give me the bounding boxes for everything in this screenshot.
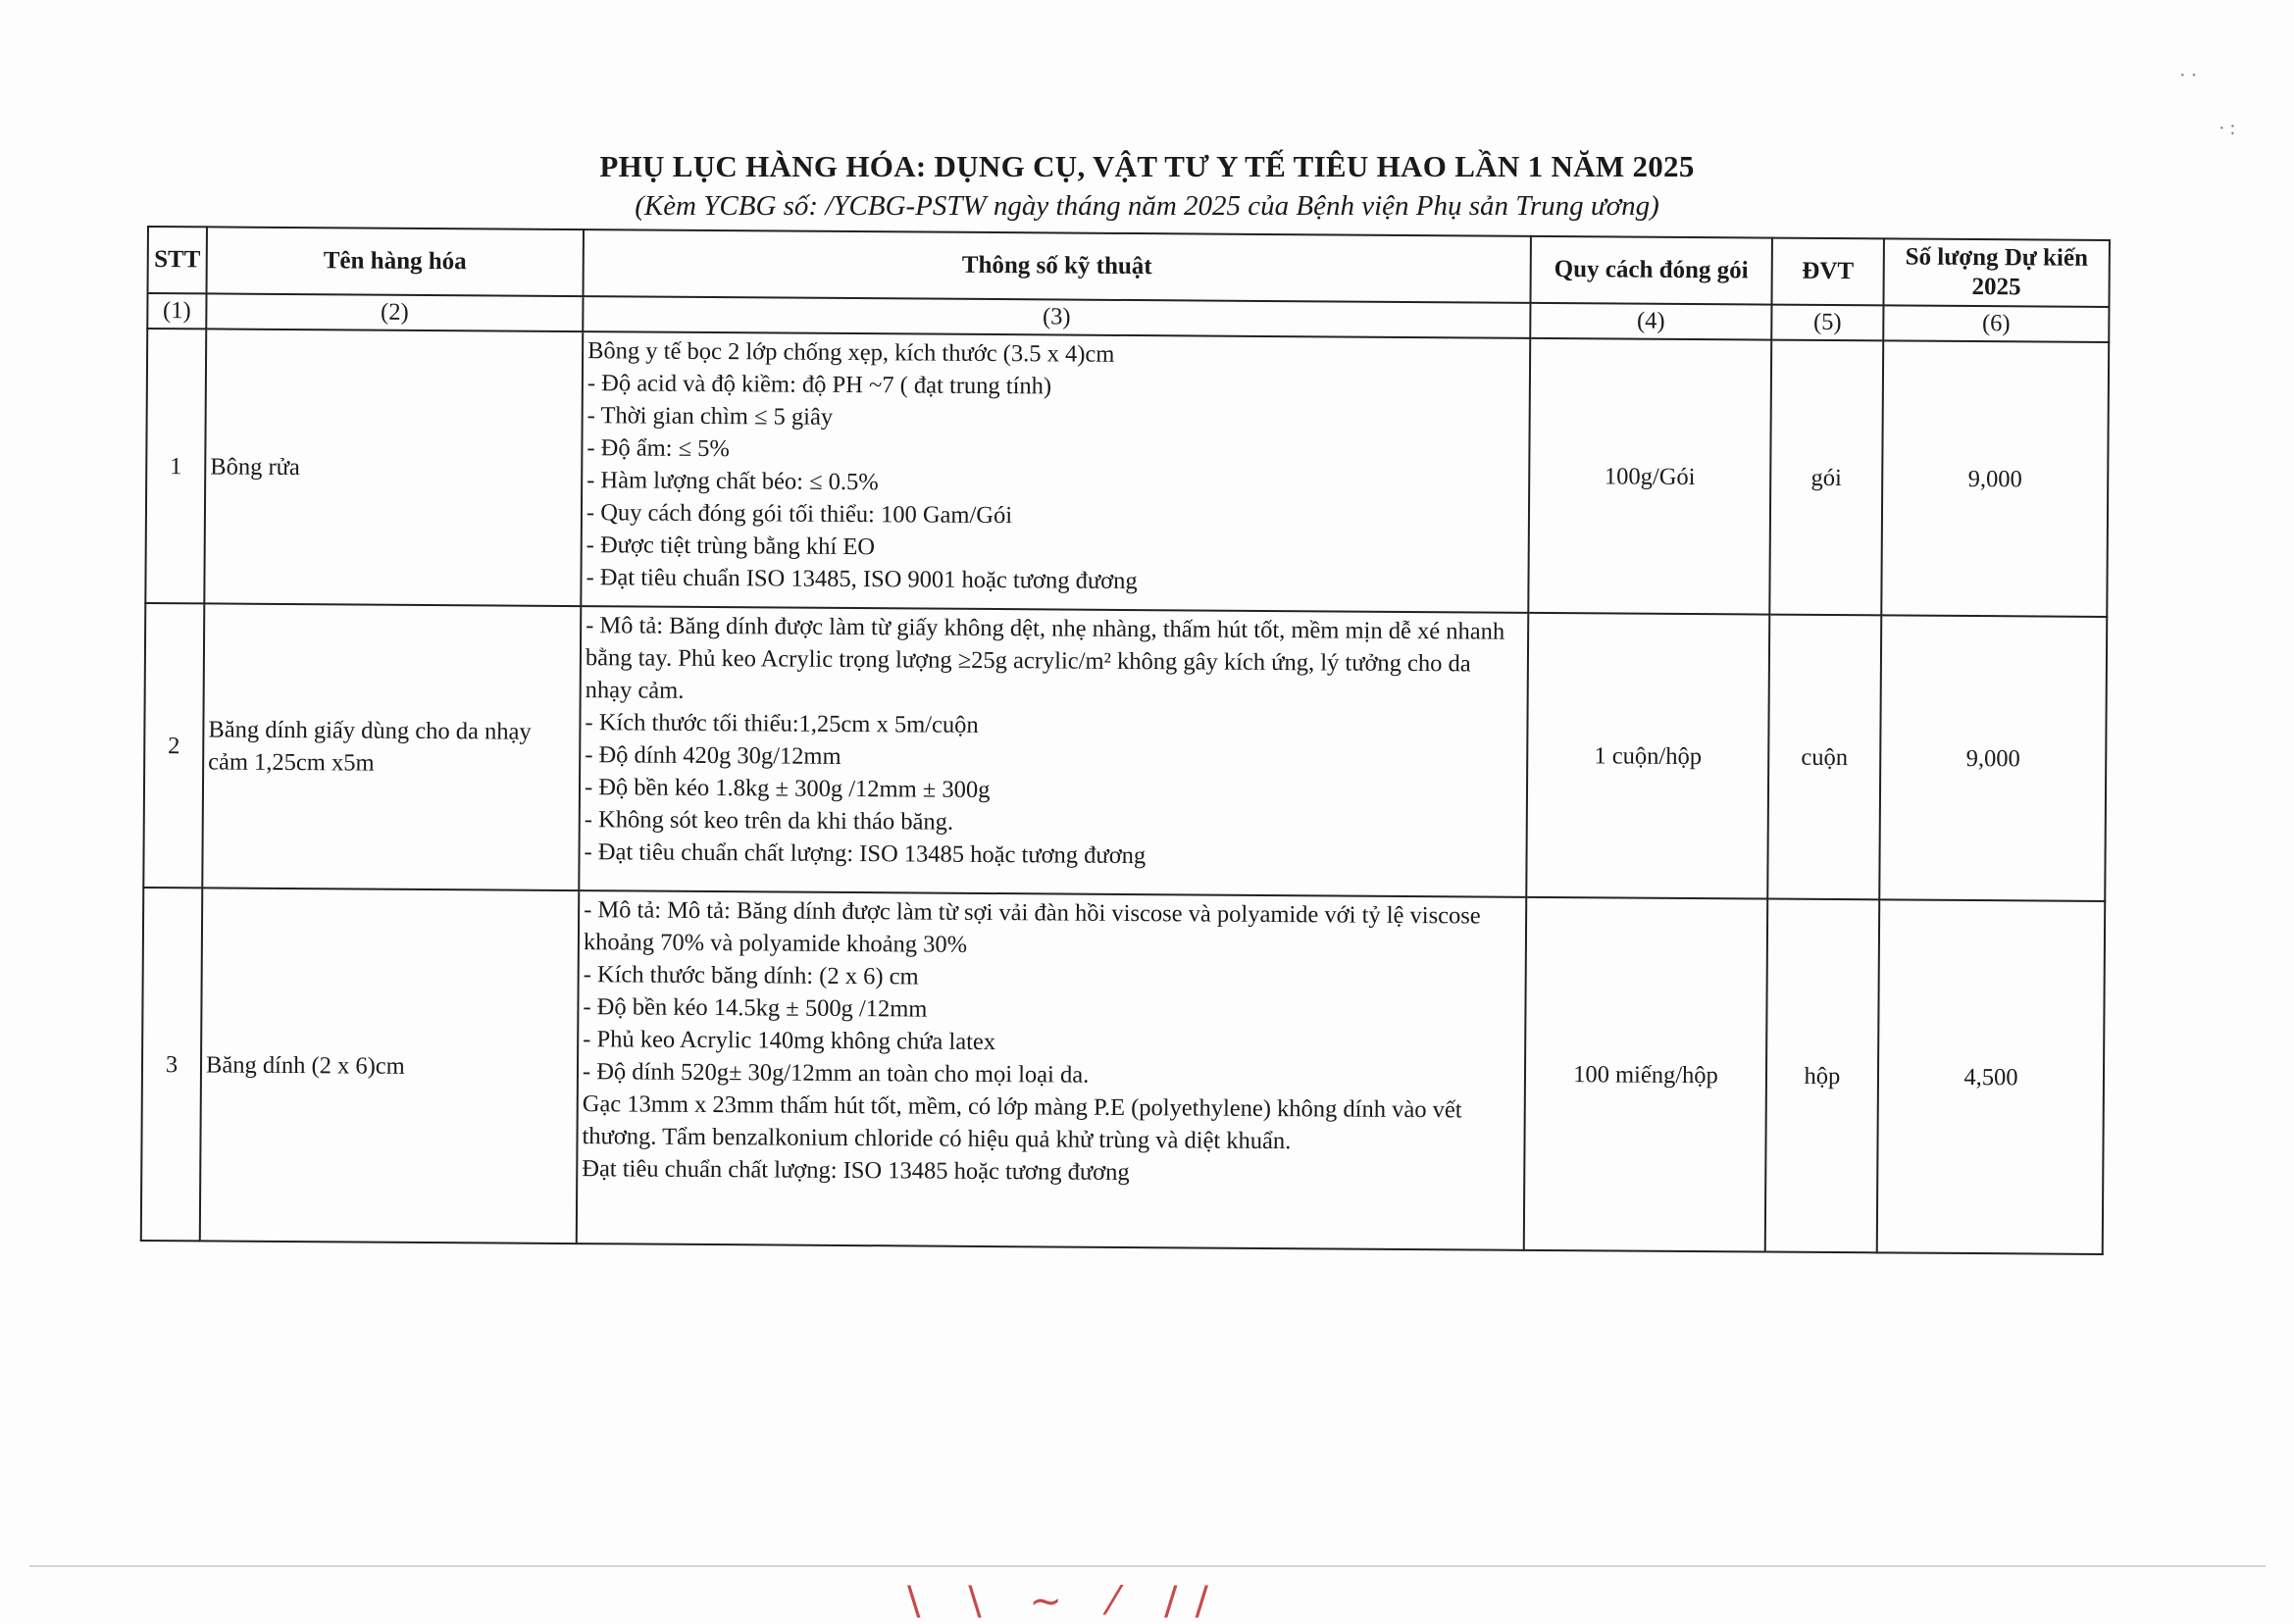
document-sheet <box>140 226 2109 1259</box>
page-title: PHỤ LỤC HÀNG HÓA: DỤNG CỤ, VẬT TƯ Y TẾ TIÊU HAO LẦN 1 NĂM 2025 <box>599 149 1695 183</box>
goods-table <box>140 226 2111 1255</box>
spec-line: Gạc 13mm x 23mm thấm hút tốt, mềm, có lớp màng P.E (polyethylene) không dính vào vết thương. Tẩm benzalkonium chloride có hiệu quả khử trùng và diệt khuẩn. <box>582 1091 1462 1155</box>
row-stt: 3 <box>141 888 203 1241</box>
scan-speck: · : <box>2218 118 2236 139</box>
page-bottom-edge <box>29 1565 2266 1567</box>
spec-line: - Độ dính 420g 30g/12mm <box>585 741 841 770</box>
table-row <box>143 603 2107 901</box>
row-packing: 1 cuộn/hộp <box>1526 613 1769 899</box>
row-unit: hộp <box>1765 899 1880 1253</box>
row-spec <box>577 890 1526 1250</box>
row-stt: 1 <box>145 329 206 603</box>
spec-line: - Đạt tiêu chuẩn ISO 13485, ISO 9001 hoặc tương đương <box>586 564 1138 595</box>
row-unit: gói <box>1769 340 1883 616</box>
spec-line: - Không sót keo trên da khi tháo băng. <box>584 806 954 836</box>
scan-speck: · · <box>2179 65 2198 86</box>
spec-line: Đạt tiêu chuẩn chất lượng: ISO 13485 hoặc tương đương <box>582 1155 1130 1187</box>
spec-line: - Độ dính 520g± 30g/12mm an toàn cho mọi loại da. <box>582 1058 1090 1089</box>
row-name: Băng dính (2 x 6)cm <box>200 888 580 1243</box>
page-subtitle: (Kèm YCBG số: /YCBG-PSTW ngày tháng năm 2025 của Bệnh viện Phụ sản Trung ương) <box>635 190 1659 222</box>
row-packing: 100g/Gói <box>1528 338 1771 615</box>
spec-line: - Phủ keo Acrylic 140mg không chứa latex <box>583 1026 996 1056</box>
row-name: Bông rửa <box>204 329 583 606</box>
row-quantity: 4,500 <box>1877 899 2106 1254</box>
column-number: (2) <box>206 293 583 331</box>
column-number: (5) <box>1771 305 1883 341</box>
spec-line: - Độ ẩm: ≤ 5% <box>586 434 730 463</box>
header-stt: STT <box>148 227 207 293</box>
column-number: (6) <box>1883 305 2109 342</box>
row-name: Băng dính giấy dùng cho da nhạy cảm 1,25cm x5m <box>202 603 581 890</box>
stamp-fragment: \ \ ~ ⁄ // <box>907 1579 1226 1624</box>
spec-line: - Thời gian chìm ≤ 5 giây <box>586 402 834 431</box>
row-unit: cuộn <box>1767 615 1881 900</box>
spec-line: Bông y tế bọc 2 lớp chống xẹp, kích thước (3.5 x 4)cm <box>587 337 1115 368</box>
column-number: (1) <box>147 293 206 329</box>
row-spec <box>579 606 1528 897</box>
row-spec <box>581 331 1530 613</box>
header-unit: ĐVT <box>1771 238 1883 306</box>
spec-line: - Độ acid và độ kiềm: độ PH ~7 ( đạt trung tính) <box>586 370 1052 400</box>
row-quantity: 9,000 <box>1881 340 2109 617</box>
spec-line: - Mô tả: Băng dính được làm từ giấy không dệt, nhẹ nhàng, thấm hút tốt, mềm mịn dễ xé nhanh bằng tay. Phủ keo Acrylic trọng lượng ≥25g acrylic/m² không gây kích ứng, lý tưởng cho da nhạy cảm. <box>585 612 1505 704</box>
header-quantity: Số lượng Dự kiến 2025 <box>1883 238 2109 307</box>
spec-line: - Kích thước tối thiểu:1,25cm x 5m/cuộn <box>585 709 979 738</box>
row-quantity: 9,000 <box>1879 615 2107 901</box>
header-spec: Thông số kỹ thuật <box>584 229 1531 303</box>
column-number: (4) <box>1530 303 1771 340</box>
spec-line: - Hàm lượng chất béo: ≤ 0.5% <box>586 467 879 496</box>
row-stt: 2 <box>143 603 204 888</box>
spec-line: - Đạt tiêu chuẩn chất lượng: ISO 13485 hoặc tương đương <box>584 838 1147 870</box>
spec-line: - Được tiệt trùng bằng khí EO <box>586 532 876 561</box>
spec-line: - Độ bền kéo 14.5kg ± 500g /12mm <box>583 993 928 1023</box>
header-packing: Quy cách đóng gói <box>1530 236 1771 305</box>
spec-line: - Quy cách đóng gói tối thiểu: 100 Gam/Gói <box>586 499 1013 530</box>
spec-line: - Độ bền kéo 1.8kg ± 300g /12mm ± 300g <box>584 774 991 804</box>
column-number: (3) <box>583 296 1530 338</box>
header-name: Tên hàng hóa <box>207 227 584 296</box>
spec-line: - Kích thước băng dính: (2 x 6) cm <box>583 961 919 990</box>
row-packing: 100 miếng/hộp <box>1524 897 1768 1252</box>
table-row <box>141 888 2105 1254</box>
spec-line: - Mô tả: Mô tả: Băng dính được làm từ sợi vải đàn hồi viscose và polyamide với tỷ lệ viscose khoảng 70% và polyamide khoảng 30% <box>583 896 1481 958</box>
table-row <box>145 329 2109 617</box>
